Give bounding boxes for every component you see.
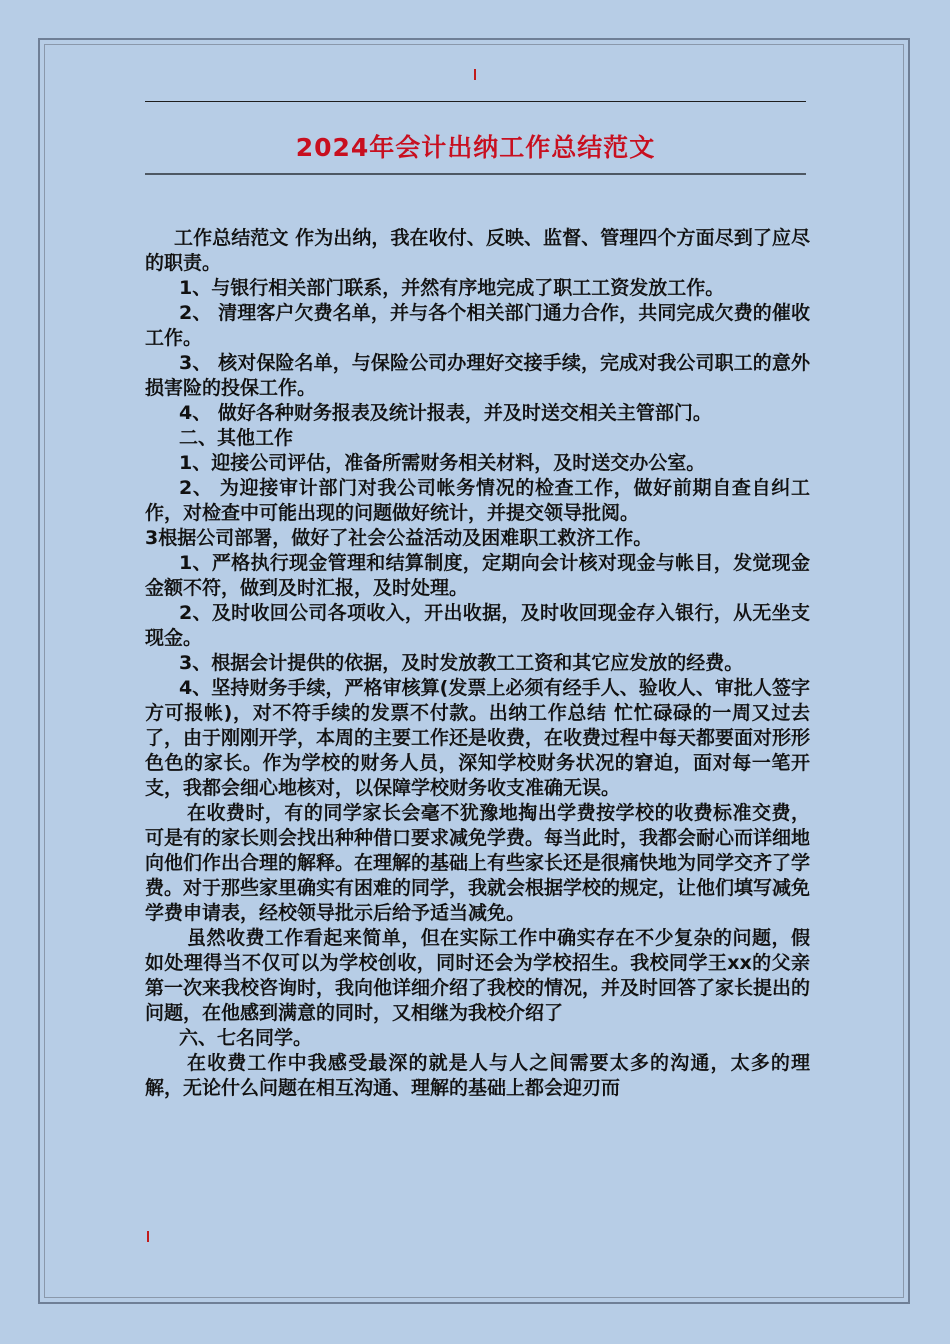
paragraph: 虽然收费工作看起来简单，但在实际工作中确实存在不少复杂的问题，假如处理得当不仅可以为学校创收，同时还会为学校招生。我校同学王xx的父亲第一次来我校咨询时，我向他详细介绍了我校的情况，并及时回答了家长提出的问题，在他感到满意的同时，又相继为我校介绍了 [145,927,811,1024]
paragraph: 1、迎接公司评估，准备所需财务相关材料，及时送交办公室。 [179,452,706,474]
document-title: 2024年会计出纳工作总结范文 [295,133,656,162]
paragraph: 在收费时，有的同学家长会毫不犹豫地掏出学费按学校的收费标准交费，可是有的家长则会找出种种借口要求减免学费。每当此时，我都会耐心而详细地向他们作出合理的解释。在理解的基础上有些家长还是很痛快地为同学交齐了学费。对于那些家里确实有困难的同学，我就会根据学校的规定，让他们填写减免学费申请表，经校领导批示后给予适当减免。 [145,802,811,924]
title-rule [145,173,806,175]
footer-marker [147,1231,149,1242]
paragraph: 2、 清理客户欠费名单，并与各个相关部门通力合作，共同完成欠费的催收工作。 [145,302,810,349]
paragraph: 2、及时收回公司各项收入，开出收据，及时收回现金存入银行，从无坐支现金。 [145,602,810,649]
header-marker [474,69,476,80]
document-body [145,226,810,1101]
paragraph: 4、 做好各种财务报表及统计报表，并及时送交相关主管部门。 [179,402,712,424]
paragraph: 1、与银行相关部门联系，并然有序地完成了职工工资发放工作。 [179,277,725,299]
paragraph: 工作总结范文 作为出纳，我在收付、反映、监督、管理四个方面尽到了应尽的职责。 [145,227,810,274]
paragraph: 3、 核对保险名单，与保险公司办理好交接手续，完成对我公司职工的意外损害险的投保工作。 [145,352,810,399]
paragraph: 2、 为迎接审计部门对我公司帐务情况的检查工作，做好前期自查自纠工作，对检查中可能出现的问题做好统计，并提交领导批阅。 [145,477,810,524]
section-heading: 二、其他工作 [179,427,294,449]
header-rule [145,101,806,102]
paragraph: 4、坚持财务手续，严格审核算(发票上必须有经手人、验收人、审批人签字方可报帐)，对不符手续的发票不付款。出纳工作总结 忙忙碌碌的一周又过去了，由于刚刚开学，本周的主要工作还是收费，在收费过程中每天都要面对形形色色的家长。作为学校的财务人员，深知学校财务状况的窘迫，面对每一笔开支，我都会细心地核对，以保障学校财务收支准确无误。 [145,677,811,799]
paragraph: 3、根据会计提供的依据，及时发放教工工资和其它应发放的经费。 [179,652,744,674]
paragraph: 1、严格执行现金管理和结算制度，定期向会计核对现金与帐目，发觉现金金额不符，做到及时汇报，及时处理。 [145,552,810,599]
section-heading: 六、七名同学。 [179,1027,313,1049]
paragraph: 3根据公司部署，做好了社会公益活动及困难职工救济工作。 [145,527,653,549]
paragraph: 在收费工作中我感受最深的就是人与人之间需要太多的沟通，太多的理解，无论什么问题在相互沟通、理解的基础上都会迎刃而 [145,1052,810,1099]
